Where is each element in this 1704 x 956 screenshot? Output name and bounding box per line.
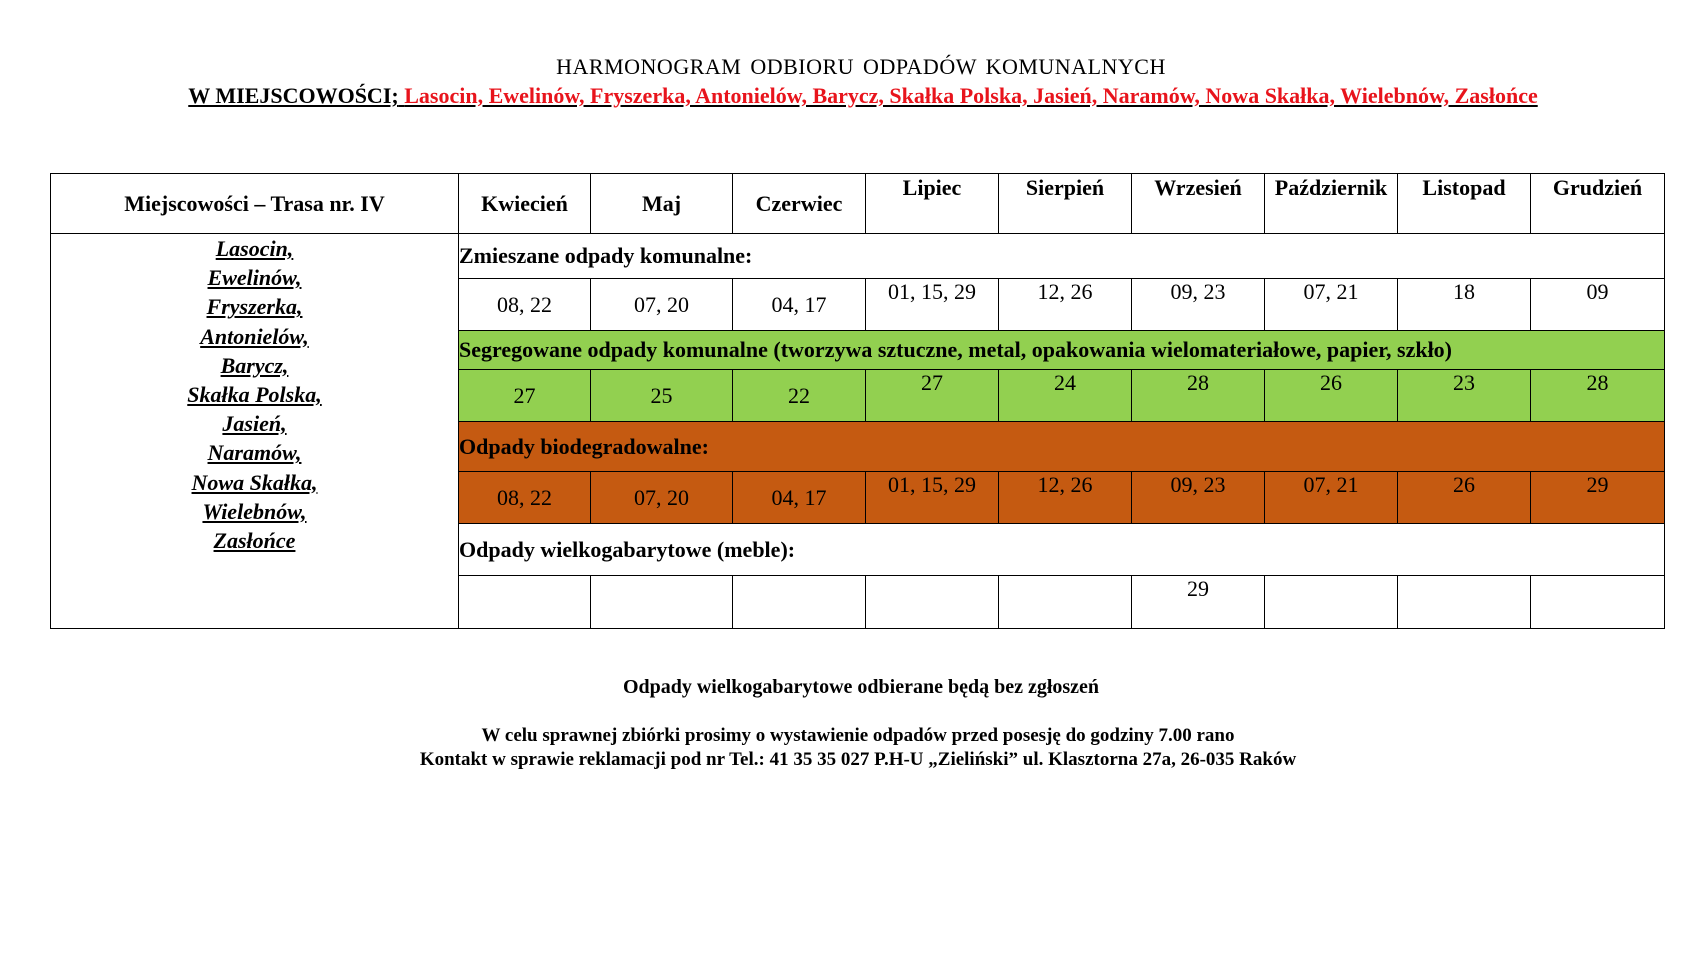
date-cell: 27 xyxy=(866,370,999,422)
date-cell: 23 xyxy=(1398,370,1531,422)
header-row xyxy=(51,174,1665,234)
month-header: Listopad xyxy=(1398,174,1531,234)
month-header: Grudzień xyxy=(1531,174,1665,234)
month-header: Lipiec xyxy=(866,174,999,234)
town-name: Jasień, xyxy=(222,411,287,437)
date-cell: 08, 22 xyxy=(459,279,591,331)
date-cell: 07, 21 xyxy=(1265,472,1398,524)
bulky-waste-note: Odpady wielkogabarytowe odbierane będą bez zgłoszeń xyxy=(622,676,1100,698)
town-name: Barycz, xyxy=(220,352,289,378)
town-name: Antonielów, xyxy=(200,323,309,349)
towns-cell xyxy=(51,234,459,629)
month-header: Kwiecień xyxy=(459,174,591,234)
town-name: Zasłońce xyxy=(213,528,296,554)
footer-notes xyxy=(0,724,1704,772)
date-cell: 27 xyxy=(459,370,591,422)
section-label-biodegradable-waste: Odpady biodegradowalne: xyxy=(459,422,1665,472)
section-label-segregated-waste: Segregowane odpady komunalne (tworzywa sztuczne, metal, opakowania wielomateriałowe, papier, szkło) xyxy=(459,331,1665,370)
date-cell: 07, 20 xyxy=(591,279,733,331)
date-cell: 24 xyxy=(999,370,1132,422)
date-cell: 26 xyxy=(1265,370,1398,422)
section-label-mixed-waste: Zmieszane odpady komunalne: xyxy=(459,234,1665,279)
date-cell xyxy=(866,576,999,629)
section-row-mixed xyxy=(51,234,1665,279)
town-name: Fryszerka, xyxy=(206,294,303,320)
date-cell: 29 xyxy=(1531,472,1665,524)
date-cell: 29 xyxy=(1132,576,1265,629)
date-cell: 28 xyxy=(1531,370,1665,422)
date-cell: 18 xyxy=(1398,279,1531,331)
month-header: Wrzesień xyxy=(1132,174,1265,234)
date-cell: 28 xyxy=(1132,370,1265,422)
date-cell: 12, 26 xyxy=(999,279,1132,331)
date-cell xyxy=(1531,576,1665,629)
date-cell: 01, 15, 29 xyxy=(866,472,999,524)
date-cell: 04, 17 xyxy=(733,472,866,524)
date-cell xyxy=(733,576,866,629)
date-cell: 09, 23 xyxy=(1132,472,1265,524)
contact-note: Kontakt w sprawie reklamacji pod nr Tel.: 41 35 35 027 P.H-U „Zieliński” ul. Klasztorna 27a, 26-035 Raków xyxy=(419,749,1297,770)
schedule-table xyxy=(50,173,1665,629)
date-cell: 07, 21 xyxy=(1265,279,1398,331)
section-label-bulky-waste: Odpady wielkogabarytowe (meble): xyxy=(459,524,1665,576)
month-header: Sierpień xyxy=(999,174,1132,234)
date-cell xyxy=(591,576,733,629)
date-cell: 09 xyxy=(1531,279,1665,331)
town-name: Wielebnów, xyxy=(202,498,307,524)
month-header: Październik xyxy=(1265,174,1398,234)
town-name: Naramów, xyxy=(207,440,302,466)
date-cell: 22 xyxy=(733,370,866,422)
document-title: HARMONOGRAM ODBIORU ODPADÓW KOMUNALNYCH xyxy=(556,54,1166,79)
month-header: Maj xyxy=(591,174,733,234)
date-cell xyxy=(1265,576,1398,629)
date-cell: 25 xyxy=(591,370,733,422)
date-cell: 08, 22 xyxy=(459,472,591,524)
town-name: Nowa Skałka, xyxy=(191,469,318,495)
date-cell: 04, 17 xyxy=(733,279,866,331)
date-cell: 26 xyxy=(1398,472,1531,524)
request-note: W celu sprawnej zbiórki prosimy o wystawienie odpadów przed posesję do godziny 7.00 rano xyxy=(481,725,1235,746)
column-header-locations: Miejscowości – Trasa nr. IV xyxy=(51,174,459,234)
date-cell: 01, 15, 29 xyxy=(866,279,999,331)
town-name: Lasocin, xyxy=(215,236,294,261)
document-subtitle xyxy=(0,83,1704,109)
date-cell: 12, 26 xyxy=(999,472,1132,524)
date-cell xyxy=(999,576,1132,629)
subtitle-prefix: W MIEJSCOWOŚCI; xyxy=(188,83,399,108)
date-cell: 09, 23 xyxy=(1132,279,1265,331)
month-header: Czerwiec xyxy=(733,174,866,234)
town-name: Skałka Polska, xyxy=(187,382,322,408)
date-cell xyxy=(459,576,591,629)
date-cell: 07, 20 xyxy=(591,472,733,524)
date-cell xyxy=(1398,576,1531,629)
subtitle-places: Lasocin, Ewelinów, Fryszerka, Antonielów, Barycz, Skałka Polska, Jasień, Naramów, Nowa Skałka, Wielebnów, Zasłońce xyxy=(404,83,1538,108)
town-name: Ewelinów, xyxy=(207,265,302,291)
